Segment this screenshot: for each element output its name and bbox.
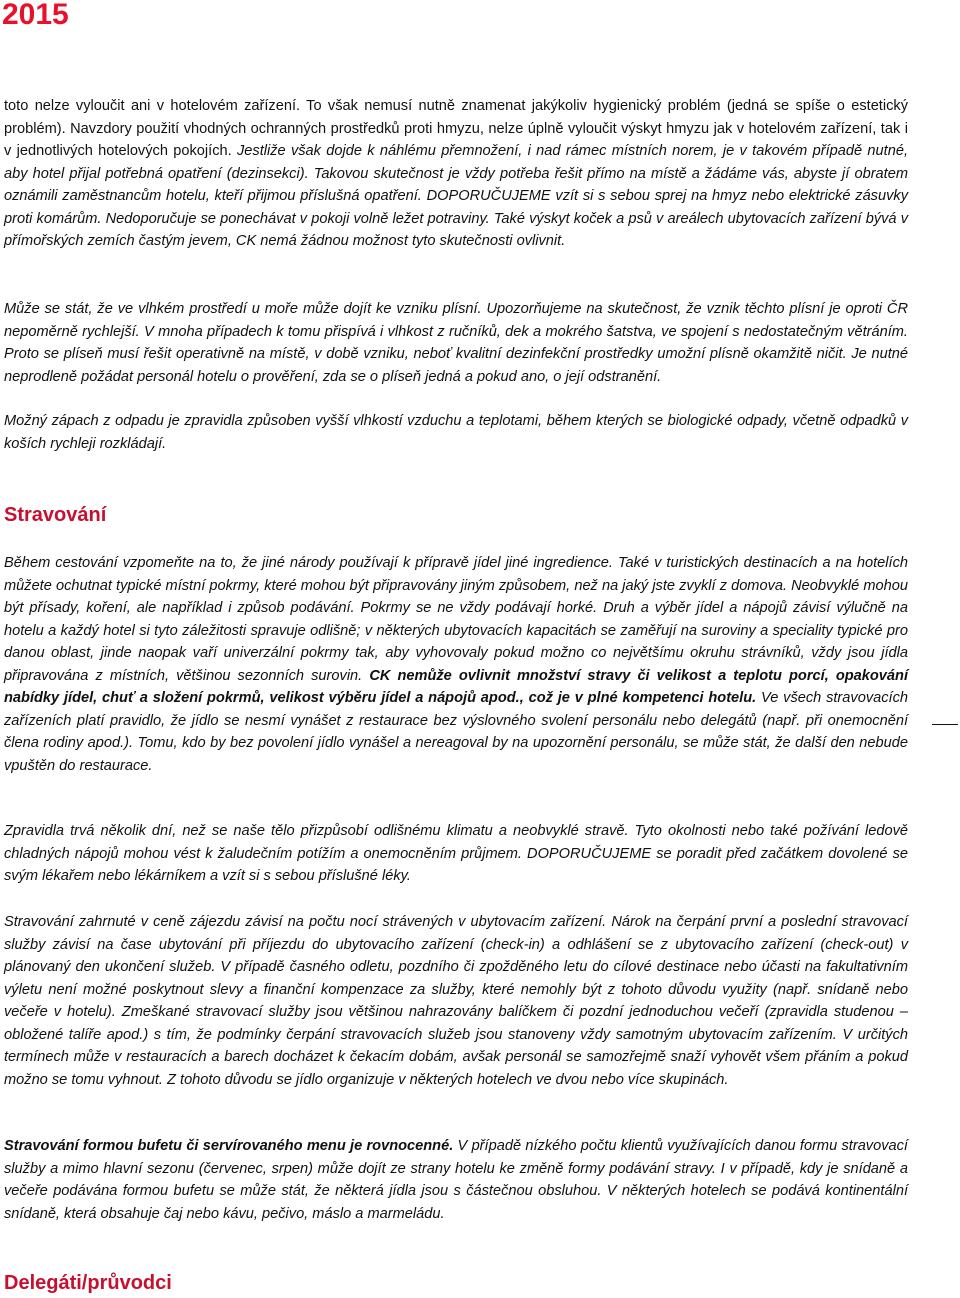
margin-dash bbox=[932, 724, 958, 725]
section-heading-delegati: Delegáti/průvodci bbox=[4, 1272, 172, 1294]
dining-rules-text: Ve všech stravovacích zařízeních platí pravidlo, že jídlo se nesmí vynášet z restaurace bez výslovného svolení personálu nebo delegátů (např. při onemocnění člena rodiny apod.). Tomu, kdo by bez povolení jídlo vynášel a nereagoval by na upozornění personálu, se může stát, že další den nebude vpuštěn do restaurace. bbox=[4, 690, 908, 774]
dining-paragraph-1 bbox=[4, 552, 908, 777]
page-year: 2015 bbox=[2, 0, 69, 31]
buffet-details: V případě nízkého počtu klientů využívajících danou formu stravovací služby a mimo hlavní sezonu (červenec, srpen) může dojít ze strany hotelu ke změně formy podávání stravy. I v případě, kdy je snídaně a večeře podávána formou bufetu se může stát, že některá jídla jsou s částečnou obsluhou. V některých hotelech se podává kontinentální snídaně, která obsahuje čaj nebo kávu, pečivo, máslo a marmeládu. bbox=[4, 1138, 908, 1222]
insects-text-upright: toto nelze vyloučit ani v hotelovém zařízení. To však nemusí nutně znamenat jakýkoliv hygienický problém (jedná se spíše o estetický problém). Navzdory použití vhodných ochranných prostředků proti hmyzu, nelze úplně vyloučit výskyt hmyzu jak v hotelovém zařízení, tak i v jednotlivých hotelových pokojích. bbox=[4, 98, 908, 159]
dining-intro-text: Během cestování vzpomeňte na to, že jiné národy používají k přípravě jídel jiné ingredience. Také v turistických destinacích a na hotelích můžete ochutnat typické místní pokrmy, které mohou být připravovány jiným způsobem, než na jaký jste zvyklí z domova. Neobvyklé mohou být přísady, koření, ale například i způsob podávání. Pokrmy se ne vždy podávají horké. Druh a výběr jídel a nápojů závisí výlučně na hotelu a každý hotel si tyto záležitosti spravuje odlišně; v některých ubytovacích kapacitách se zaměřují na suroviny a speciality typické pro danou oblast, jinde naopak vaří univerzální pokrmy tak, aby vyhovovaly pokud možno co největšímu okruhu strávníků, vždy jsou jídla připravována z místních, většinou sezonních surovin. bbox=[4, 555, 908, 684]
dining-ck-notice: CK nemůže ovlivnit množství stravy či velikost a teplotu porcí, opakování nabídky jídel, chuť a složení pokrmů, velikost výběru jídel a nápojů apod., což je v plné kompetenci hotelu. bbox=[4, 667, 908, 706]
insects-text-italic: Jestliže však dojde k náhlému přemnožení, i nad rámec místních norem, je v takovém případě nutné, aby hotel přijal potřebná opatření (dezinsekci). Takovou skutečnost je vždy potřeba řešit přímo na místě a žádáme vás, abyste jí obratem oznámili zaměstnancům hotelu, kteří přijmou příslušná opatření. DOPORUČUJEME vzít si s sebou sprej na hmyz nebo elektrické zásuvky proti komárům. Nedoporučuje se ponechávat v pokoji volně ležet potraviny. Také výskyt koček a psů v areálech ubytovacích zařízení bývá v přímořských zemích častým jevem, CK nemá žádnou možnost tyto skutečnosti ovlivnit. bbox=[4, 143, 908, 249]
insects-paragraph bbox=[4, 95, 908, 253]
buffet-notice: Stravování formou bufetu či servírovaného menu je rovnocenné. bbox=[4, 1138, 454, 1154]
mold-paragraph: Může se stát, že ve vlhkém prostředí u moře může dojít ke vzniku plísní. Upozorňujeme na skutečnost, že vznik těchto plísní je oproti ČR nepoměrně rychlejší. V mnoha případech k tomu přispívá i vlhkost z ručníků, dek a mokrého šatstva, ve spojení s nedostatečným větráním. Proto se plíseň musí řešit operativně na místě, v době vzniku, neboť kvalitní dezinfekční prostředky umožní plísně okamžitě ničit. Je nutné neprodleně požádat personál hotelu o prověření, zda se o plíseň jedná a pokud ano, o její odstranění. bbox=[4, 301, 908, 385]
dining-paragraph-2: Zpravidla trvá několik dní, než se naše tělo přizpůsobí odlišnému klimatu a neobvyklé stravě. Tyto okolnosti nebo také požívání ledově chladných nápojů mohou vést k žaludečním potížím a onemocněním průjmem. DOPORUČUJEME se poradit před začátkem dovolené se svým lékařem nebo lékárníkem a vzít si s sebou příslušné léky. bbox=[4, 823, 908, 884]
section-heading-stravovani: Stravování bbox=[4, 504, 107, 526]
dining-paragraph-4 bbox=[4, 1135, 908, 1225]
odor-paragraph: Možný zápach z odpadu je zpravidla způsoben vyšší vlhkostí vzduchu a teplotami, během kterých se biologické odpady, včetně odpadků v koších rychleji rozkládají. bbox=[4, 413, 908, 452]
dining-paragraph-3: Stravování zahrnuté v ceně zájezdu závisí na počtu nocí strávených v ubytovacím zařízení. Nárok na čerpání první a poslední stravovací služby závisí na čase ubytování při příjezdu do ubytovacího zařízení (check-in) a odhlášení se z ubytovacího zařízení (check-out) v plánovaný den ukončení služeb. V případě časného odletu, pozdního či zpožděného letu do cílové destinace nebo účasti na fakultativním výletu není možné poskytnout slevy a finanční kompenzace za služby, které nemohly být z tohoto důvodu využity (např. snídaně nebo večeře v hotelu). Zmeškané stravovací služby jsou většinou nahrazovány balíčkem či pozdní jednoduchou večeří (zpravidla studenou – obložené talíře apod.) s tím, že podmínky čerpání stravovacích služeb jsou stanoveny vždy samotným ubytovacím zařízením. V určitých termínech může v restauracích a barech docházet k čekacím dobám, avšak personál se samozřejmě snaží vyhovět všem přáním a pokud možno se tomu vyhnout. Z tohoto důvodu se jídlo organizuje v některých hotelech ve dvou nebo více skupinách. bbox=[4, 914, 908, 1088]
